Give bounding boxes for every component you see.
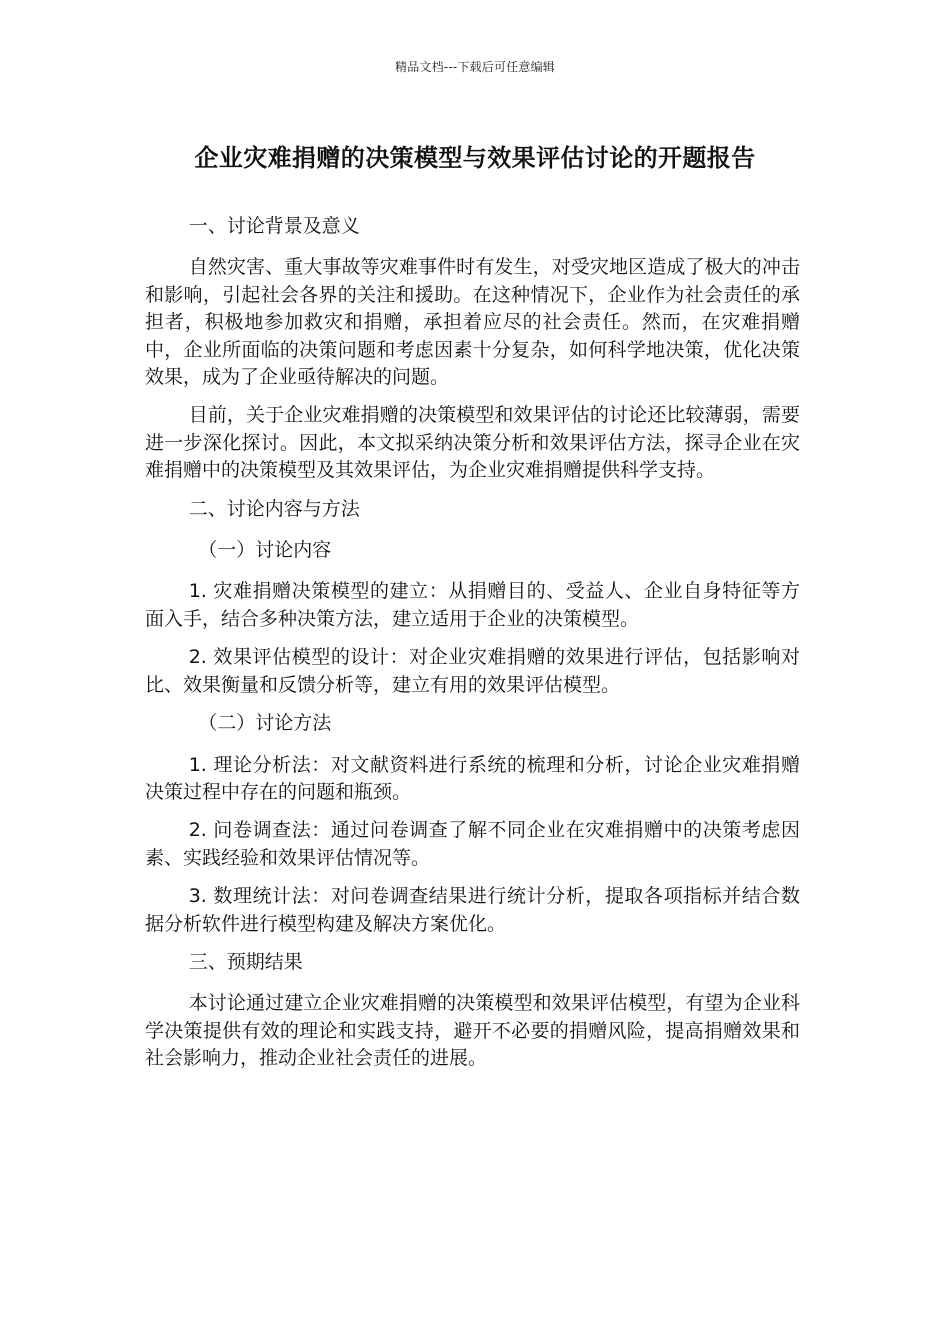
document-body (145, 213, 800, 1084)
subsection-heading-methods: （二）讨论方法 (198, 712, 332, 735)
list-item-content-2: 2. 效果评估模型的设计：对企业灾难捐赠的效果进行评估，包括影响对比、效果衡量和反馈分析等，建立有用的效果评估模型。 (145, 646, 800, 696)
subsection-heading-content: （一）讨论内容 (198, 539, 332, 562)
list-item-method-1: 1. 理论分析法：对文献资料进行系统的梳理和分析，讨论企业灾难捐赠决策过程中存在的问题和瓶颈。 (145, 753, 800, 803)
list-item-content-1: 1. 灾难捐赠决策模型的建立：从捐赠目的、受益人、企业自身特征等方面入手，结合多种决策方法，建立适用于企业的决策模型。 (145, 580, 800, 630)
list-item-method-2: 2. 问卷调查法：通过问卷调查了解不同企业在灾难捐赠中的决策考虑因素、实践经验和效果评估情况等。 (145, 819, 800, 869)
paragraph-expected-results: 本讨论通过建立企业灾难捐赠的决策模型和效果评估模型，有望为企业科学决策提供有效的理论和实践支持，避开不必要的捐赠风险，提高捐赠效果和社会影响力，推动企业社会责任的进展。 (145, 992, 800, 1070)
header-note: 精品文档---下载后可任意编辑 (395, 60, 555, 74)
section-heading-content-methods: 二、讨论内容与方法 (188, 497, 360, 520)
document-title: 企业灾难捐赠的决策模型与效果评估讨论的开题报告 (194, 144, 756, 172)
list-item-method-3: 3. 数理统计法：对问卷调查结果进行统计分析，提取各项指标并结合数据分析软件进行模型构建及解决方案优化。 (145, 885, 800, 935)
paragraph-background-1: 自然灾害、重大事故等灾难事件时有发生，对受灾地区造成了极大的冲击和影响，引起社会各界的关注和援助。在这种情况下，企业作为社会责任的承担者，积极地参加救灾和捐赠，承担着应尽的社会责任。然而，在灾难捐赠中，企业所面临的决策问题和考虑因素十分复杂，如何科学地决策，优化决策效果，成为了企业亟待解决的问题。 (145, 256, 800, 389)
section-heading-background: 一、讨论背景及意义 (188, 215, 360, 237)
section-heading-expected-results: 三、预期结果 (188, 950, 303, 973)
paragraph-background-2: 目前，关于企业灾难捐赠的决策模型和效果评估的讨论还比较薄弱，需要进一步深化探讨。因此，本文拟采纳决策分析和效果评估方法，探寻企业在灾难捐赠中的决策模型及其效果评估，为企业灾难捐赠提供科学支持。 (145, 404, 800, 482)
